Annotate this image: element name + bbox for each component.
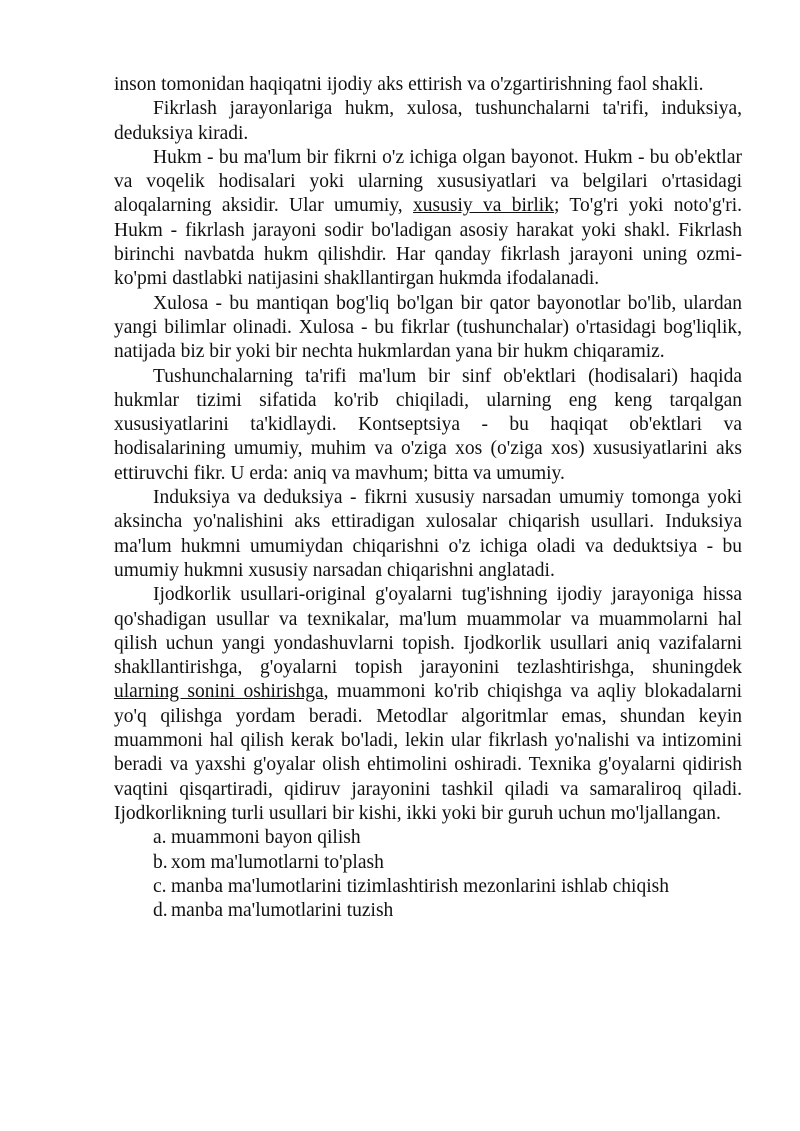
- paragraph-judgment: [114, 146, 742, 292]
- paragraph-continuation: inson tomonidan haqiqatni ijodiy aks ettirish va o'zgartirishning faol shakli.: [114, 74, 704, 95]
- paragraph-definition: Tushunchalarning ta'rifi ma'lum bir sinf ob'ektlari (hodisalari) haqida hukmlar tizimi sifatida ko'rib chiqiladi, ularning eng keng tarqalgan xususiyatlarini ta'kidlaydi. Kontseptsiya - bu haqiqat ob'ektlari va hodisalarining umumiy, muhim va o'ziga xos (o'ziga xos) xususiyatlarini aks ettiruvchi fikr. U erda: aniq va mavhum; bitta va umumiy.: [114, 365, 742, 484]
- list-item-text: manba ma'lumotlarini tizimlashtirish mezonlarini ishlab chiqish: [171, 875, 669, 897]
- list-item: [153, 826, 742, 850]
- list-item-text: muammoni bayon qilish: [171, 827, 361, 849]
- document-page: [114, 73, 742, 923]
- paragraph-induction-deduction: Induksiya va deduksiya - fikrni xususiy narsadan umumiy tomonga yoki aksincha yo'nalishini aks ettiradigan xulosalar chiqarish usullari. Induksiya ma'lum hukmni umumiydan chiqarishni o'z ichiga oladi va deduktsiya - bu umumiy hukmni xususiy narsadan chiqarishni anglatadi.: [114, 487, 742, 581]
- list-marker: a.: [153, 827, 167, 849]
- paragraph-creativity-methods: [114, 583, 742, 826]
- list-item-text: manba ma'lumotlarini tuzish: [171, 900, 394, 922]
- list-item: [153, 875, 742, 899]
- paragraph-conclusion: Xulosa - bu mantiqan bog'liq bo'lgan bir qator bayonotlar bo'lib, ulardan yangi bilimlar olinadi. Xulosa - bu fikrlar (tushunchalar) o'rtasidagi bog'liqlik, natijada biz bir yoki bir nechta hukmlardan yana bir hukm chiqaramiz.: [114, 292, 742, 363]
- list-marker: b.: [153, 851, 168, 873]
- underlined-phrase: ularning sonini oshirishga: [114, 681, 324, 703]
- paragraph-text: Hukm - bu ma'lum bir fikrni o'z ichiga olgan bayonot. Hukm - bu ob'ektlar va voqelik hodisalari yoki ularning xususiyatlari va belgilari o'rtasidagi aloqalarning aksidir. Ular umumiy,: [114, 146, 742, 217]
- paragraph-text: ; To'g'ri yoki noto'g'ri. Hukm - fikrlash jarayoni sodir bo'ladigan asosiy harakat yoki shakl. Fikrlash birinchi navbatda hukm qilishdir. Har qanday fikrlash jarayoni uning ozmi-ko'pmi dastlabki natijasini shakllantirgan hukmda ifodalanadi.: [114, 195, 742, 290]
- underlined-phrase: xususiy va birlik: [413, 195, 554, 217]
- list-item: [153, 899, 742, 923]
- list-marker: d.: [153, 900, 168, 922]
- steps-list: [114, 826, 742, 923]
- paragraph-text: , muammoni ko'rib chiqishga va aqliy blokadalarni yo'q qilishga yordam beradi. Metodlar algoritmlar emas, shundan keyin muammoni hal qilish kerak bo'ladi, lekin ular fikrlash yo'nalishi va intizomini beradi va yaxshi g'oyalar olish ehtimolini oshiradi. Texnika g'oyalarni qidirish vaqtini qisqartiradi, qidiruv jarayonini tashkil qiladi va samaraliroq qiladi. Ijodkorlikning turli usullari bir kishi, ikki yoki bir guruh uchun mo'ljallangan.: [114, 681, 742, 824]
- paragraph-text: Ijodkorlik usullari-original g'oyalarni tug'ishning ijodiy jarayoniga hissa qo'shadigan usullar va texnikalar, ma'lum muammolar va muammolarni hal qilish uchun yangi yondashuvlarni topish. Ijodkorlik usullari aniq vazifalarni shakllantirishga, g'oyalarni topish jarayonini tezlashtirishga, shuningdek: [114, 584, 742, 679]
- list-marker: c.: [153, 875, 167, 897]
- paragraph-thinking-processes: Fikrlash jarayonlariga hukm, xulosa, tushunchalarni ta'rifi, induksiya, deduksiya kiradi.: [114, 98, 742, 144]
- list-item-text: xom ma'lumotlarni to'plash: [171, 851, 384, 873]
- list-item: [153, 851, 742, 875]
